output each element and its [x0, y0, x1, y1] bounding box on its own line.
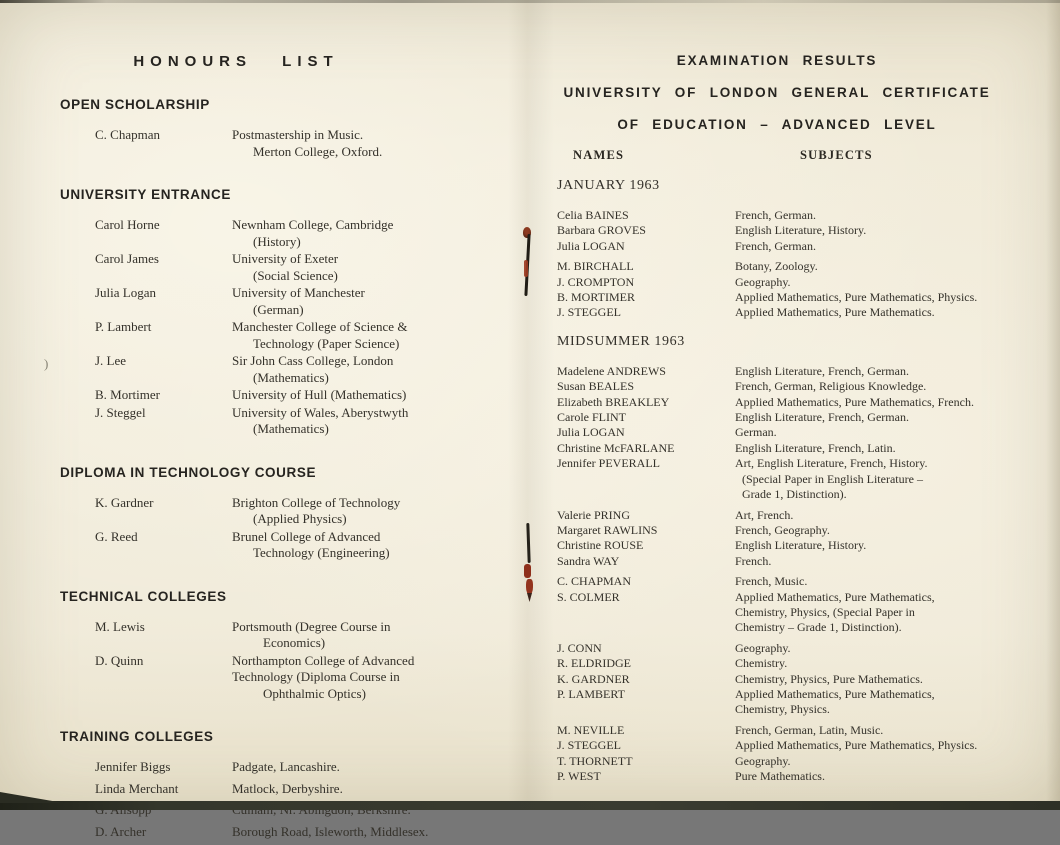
person-name: K. Gardner: [95, 494, 154, 510]
detail-line: Economics): [263, 635, 326, 650]
person-name: B. Mortimer: [95, 387, 160, 402]
subjects: [735, 656, 1007, 671]
scan-edge-bottom: [0, 801, 1060, 810]
subject-line: Chemistry – Grade 1, Distinction).: [735, 620, 902, 635]
person-name: P. Lambert: [95, 319, 152, 334]
staple-rust-blob: [526, 579, 533, 595]
detail-line: Technology (Diploma Course in: [232, 669, 400, 684]
person-detail: [232, 319, 472, 352]
person-detail: [232, 405, 472, 438]
result-row: [557, 456, 1007, 502]
subject-line: Art, English Literature, French, History.: [735, 456, 928, 471]
result-row: [557, 305, 1007, 320]
section-entries: [60, 495, 472, 562]
result-row: [557, 738, 1007, 753]
detail-line: Technology (Engineering): [253, 545, 390, 560]
person-detail: [232, 619, 472, 652]
detail-line: University of Manchester: [232, 285, 365, 300]
candidate-name: Barbara GROVES: [557, 223, 646, 238]
section-heading: TRAINING COLLEGES: [60, 729, 214, 744]
subjects: [735, 425, 1007, 440]
detail-line: Brighton College of Technology: [232, 494, 401, 510]
person-detail: [232, 217, 472, 250]
column-header-subjects: SUBJECTS: [800, 148, 873, 162]
subject-line: Applied Mathematics, Pure Mathematics, Physics.: [735, 738, 978, 753]
candidate-name: Carole FLINT: [557, 410, 626, 425]
detail-line: Portsmouth (Degree Course in: [232, 618, 391, 634]
detail-line: University of Wales, Aberystwyth: [232, 404, 409, 420]
list-item: [95, 653, 472, 703]
person-name: Carol Horne: [95, 217, 160, 232]
detail-line: (Mathematics): [253, 369, 329, 385]
candidate-name: P. LAMBERT: [557, 686, 625, 701]
subject-line: Chemistry.: [735, 656, 788, 671]
candidate-name: Elizabeth BREAKLEY: [557, 394, 670, 409]
subject-line: Botany, Zoology.: [735, 259, 818, 274]
candidate-name: P. WEST: [557, 769, 601, 783]
results-column-headers: [557, 148, 1007, 165]
subject-line: French, German.: [735, 208, 816, 222]
honours-section: [60, 589, 472, 703]
candidate-name: M. NEVILLE: [557, 722, 625, 737]
list-item: [95, 217, 472, 250]
subjects: [735, 672, 1007, 687]
subjects: [735, 379, 1007, 394]
subjects: [735, 410, 1007, 425]
person-detail: [232, 495, 472, 528]
list-item: [95, 405, 472, 438]
person-name: J. Steggel: [95, 404, 146, 420]
detail-line: Sir John Cass College, London: [232, 353, 394, 368]
detail-line: Ophthalmic Optics): [263, 685, 366, 701]
person-name: J. Lee: [95, 353, 127, 368]
detail-line: (Mathematics): [253, 421, 329, 436]
subjects: [735, 223, 1007, 238]
person-name: Carol James: [95, 251, 159, 266]
list-item: [95, 619, 472, 652]
candidate-name: J. STEGGEL: [557, 738, 621, 753]
result-group: [557, 723, 1007, 785]
staple-icon: [521, 227, 535, 301]
candidate-name: Sandra WAY: [557, 553, 620, 568]
stray-ink-mark: ): [44, 356, 49, 371]
scan-edge-top: [0, 0, 1060, 3]
subject-line: Geography.: [735, 274, 791, 289]
honours-sections: [60, 97, 472, 840]
subject-line: French.: [735, 553, 772, 568]
subjects: [735, 239, 1007, 254]
subjects: [735, 364, 1007, 379]
subjects: [735, 523, 1007, 538]
result-row: [557, 508, 1007, 523]
subject-line: English Literature, History.: [735, 223, 867, 238]
detail-line: Padgate, Lancashire.: [232, 759, 340, 774]
candidate-name: Jennifer PEVERALL: [557, 456, 660, 471]
section-entries: [60, 759, 472, 840]
subject-line: English Literature, History.: [735, 538, 867, 553]
section-entries: [60, 127, 472, 160]
candidate-name: Christine ROUSE: [557, 538, 644, 553]
honours-section: [60, 187, 472, 438]
list-item: [95, 529, 472, 562]
candidate-name: Madelene ANDREWS: [557, 363, 666, 378]
person-detail: [232, 824, 472, 841]
section-heading: UNIVERSITY ENTRANCE: [60, 187, 231, 202]
detail-line: University of Hull (Mathematics): [232, 387, 407, 402]
staple-rust-blob: [524, 564, 531, 578]
result-row: [557, 364, 1007, 379]
person-name: D. Quinn: [95, 652, 144, 668]
subjects: [735, 723, 1007, 738]
result-row: [557, 723, 1007, 738]
subjects: [735, 574, 1007, 589]
result-row: [557, 590, 1007, 636]
section-heading: TECHNICAL COLLEGES: [60, 588, 227, 604]
detail-line: Brunel College of Advanced: [232, 528, 381, 544]
detail-line: Northampton College of Advanced: [232, 652, 415, 668]
list-item: [95, 319, 472, 352]
person-detail: [232, 653, 472, 703]
detail-line: (Applied Physics): [253, 511, 347, 526]
candidate-name: Susan BEALES: [557, 379, 635, 394]
result-row: [557, 656, 1007, 671]
subjects: [735, 769, 1007, 784]
person-detail: [232, 387, 472, 404]
subjects: [735, 395, 1007, 410]
subjects: [735, 641, 1007, 656]
section-entries: [60, 217, 472, 438]
detail-line: (Social Science): [253, 267, 338, 283]
result-row: [557, 754, 1007, 769]
subject-line: Applied Mathematics, Pure Mathematics, Physics.: [735, 290, 978, 305]
person-detail: [232, 781, 472, 798]
result-row: [557, 769, 1007, 784]
result-row: [557, 259, 1007, 274]
page-title: HONOURS LIST: [133, 53, 339, 70]
candidate-name: R. ELDRIDGE: [557, 656, 631, 671]
staple-rust-streak: [524, 260, 528, 277]
person-detail: [232, 759, 472, 776]
subject-line: French, German.: [735, 238, 816, 253]
subjects: [735, 290, 1007, 305]
detail-line: Merton College, Oxford.: [253, 143, 383, 159]
session-heading: MIDSUMMER 1963: [557, 333, 685, 349]
exam-title-line-1: EXAMINATION RESULTS: [676, 53, 878, 68]
detail-line: Matlock, Derbyshire.: [232, 780, 343, 796]
subjects: [735, 554, 1007, 569]
page-edge-shadow: [1046, 0, 1060, 810]
subject-line: Chemistry, Physics, Pure Mathematics.: [735, 671, 923, 686]
candidate-name: Julia LOGAN: [557, 238, 625, 253]
list-item: [95, 781, 472, 798]
list-item: [95, 251, 472, 284]
list-item: [95, 353, 472, 386]
subject-line: Applied Mathematics, Pure Mathematics,: [735, 589, 935, 604]
section-heading: OPEN SCHOLARSHIP: [60, 97, 210, 112]
subjects: [735, 738, 1007, 753]
detail-line: Postmastership in Music.: [232, 127, 364, 142]
subjects: [735, 259, 1007, 274]
exam-results-page: [557, 52, 1007, 789]
exam-title-line-3: OF EDUCATION – ADVANCED LEVEL: [617, 117, 937, 132]
list-item: [95, 495, 472, 528]
person-detail: [232, 529, 472, 562]
subject-line: Pure Mathematics.: [735, 769, 825, 783]
candidate-name: K. GARDNER: [557, 671, 630, 686]
candidate-name: Margaret RAWLINS: [557, 522, 658, 537]
center-fold: [508, 0, 554, 810]
staple-wire: [526, 523, 530, 563]
person-detail: [232, 251, 472, 284]
subject-line: English Literature, French, German.: [735, 363, 909, 378]
result-row: [557, 538, 1007, 553]
result-row: [557, 554, 1007, 569]
person-name: M. Lewis: [95, 618, 145, 634]
subjects: [735, 590, 1007, 636]
candidate-name: J. STEGGEL: [557, 305, 621, 320]
subjects: [735, 208, 1007, 223]
subjects: [735, 305, 1007, 320]
detail-line: University of Exeter: [232, 251, 339, 266]
subject-line: English Literature, French, German.: [735, 410, 909, 425]
result-row: [557, 672, 1007, 687]
detail-line: Technology (Paper Science): [253, 335, 400, 351]
exam-sessions: [557, 178, 1007, 784]
result-row: [557, 410, 1007, 425]
honours-section: [60, 465, 472, 562]
subject-line: (Special Paper in English Literature –: [742, 471, 923, 486]
result-row: [557, 239, 1007, 254]
candidate-name: S. COLMER: [557, 589, 620, 604]
exam-session: [557, 334, 1007, 785]
person-detail: [232, 353, 472, 386]
list-item: [95, 387, 472, 404]
result-row: [557, 275, 1007, 290]
subject-line: English Literature, French, Latin.: [735, 440, 896, 455]
honours-section: [60, 97, 472, 160]
candidate-name: Julia LOGAN: [557, 425, 625, 440]
subject-line: French, Music.: [735, 574, 808, 589]
subject-line: German.: [735, 425, 777, 440]
result-row: [557, 425, 1007, 440]
result-row: [557, 208, 1007, 223]
subject-line: Geography.: [735, 753, 791, 768]
list-item: [95, 127, 472, 160]
subject-line: Applied Mathematics, Pure Mathematics, French.: [735, 394, 974, 409]
result-row: [557, 290, 1007, 305]
subject-line: Applied Mathematics, Pure Mathematics.: [735, 305, 935, 320]
subject-line: Grade 1, Distinction).: [742, 487, 847, 502]
result-group: [557, 259, 1007, 321]
honours-section: [60, 729, 472, 840]
candidate-name: Christine McFARLANE: [557, 440, 675, 455]
candidate-name: T. THORNETT: [557, 753, 633, 768]
subjects: [735, 538, 1007, 553]
candidate-name: Valerie PRING: [557, 507, 630, 522]
result-row: [557, 641, 1007, 656]
subjects: [735, 754, 1007, 769]
person-name: G. Reed: [95, 528, 138, 544]
person-detail: [232, 127, 472, 160]
candidate-name: B. MORTIMER: [557, 290, 635, 305]
candidate-name: J. CONN: [557, 640, 602, 655]
result-row: [557, 687, 1007, 718]
subjects: [735, 687, 1007, 718]
honours-page: [60, 45, 472, 845]
list-item: [95, 285, 472, 318]
result-group: [557, 574, 1007, 636]
subject-line: Geography.: [735, 640, 791, 655]
person-detail: [232, 285, 472, 318]
result-row: [557, 223, 1007, 238]
detail-line: Newnham College, Cambridge: [232, 217, 394, 232]
subject-line: Applied Mathematics, Pure Mathematics,: [735, 686, 935, 701]
candidate-name: C. CHAPMAN: [557, 574, 632, 589]
result-row: [557, 441, 1007, 456]
staple-icon: [522, 523, 536, 605]
detail-line: Borough Road, Isleworth, Middlesex.: [232, 823, 429, 839]
result-group: [557, 364, 1007, 503]
exam-session: [557, 178, 1007, 321]
person-name: C. Chapman: [95, 127, 160, 142]
subject-line: French, Geography.: [735, 522, 830, 537]
result-row: [557, 523, 1007, 538]
person-name: Jennifer Biggs: [95, 759, 171, 774]
detail-line: (German): [253, 301, 304, 317]
candidate-name: Celia BAINES: [557, 208, 629, 222]
result-group: [557, 208, 1007, 254]
subjects: [735, 441, 1007, 456]
result-row: [557, 379, 1007, 394]
list-item: [95, 824, 472, 841]
exam-title-line-2: UNIVERSITY OF LONDON GENERAL CERTIFICATE: [563, 85, 991, 100]
subjects: [735, 508, 1007, 523]
subject-line: French, German, Religious Knowledge.: [735, 379, 927, 394]
candidate-name: M. BIRCHALL: [557, 259, 634, 274]
section-entries: [60, 619, 472, 703]
subject-line: French, German, Latin, Music.: [735, 722, 884, 737]
person-name: Linda Merchant: [95, 780, 179, 796]
column-header-names: NAMES: [573, 148, 625, 162]
result-row: [557, 395, 1007, 410]
detail-line: (History): [253, 233, 301, 249]
subjects: [735, 275, 1007, 290]
staple-tip: [527, 593, 532, 602]
result-row: [557, 574, 1007, 589]
subject-line: Chemistry, Physics.: [735, 702, 830, 717]
session-heading: JANUARY 1963: [557, 178, 660, 193]
subject-line: Chemistry, Physics, (Special Paper in: [735, 604, 915, 619]
result-group: [557, 641, 1007, 718]
person-name: D. Archer: [95, 823, 147, 839]
list-item: [95, 759, 472, 776]
section-heading: DIPLOMA IN TECHNOLOGY COURSE: [60, 464, 317, 480]
detail-line: Manchester College of Science &: [232, 319, 408, 334]
result-group: [557, 508, 1007, 570]
subject-line: Art, French.: [735, 507, 794, 522]
person-name: Julia Logan: [95, 285, 157, 300]
subjects: [735, 456, 1007, 502]
candidate-name: J. CROMPTON: [557, 274, 635, 289]
